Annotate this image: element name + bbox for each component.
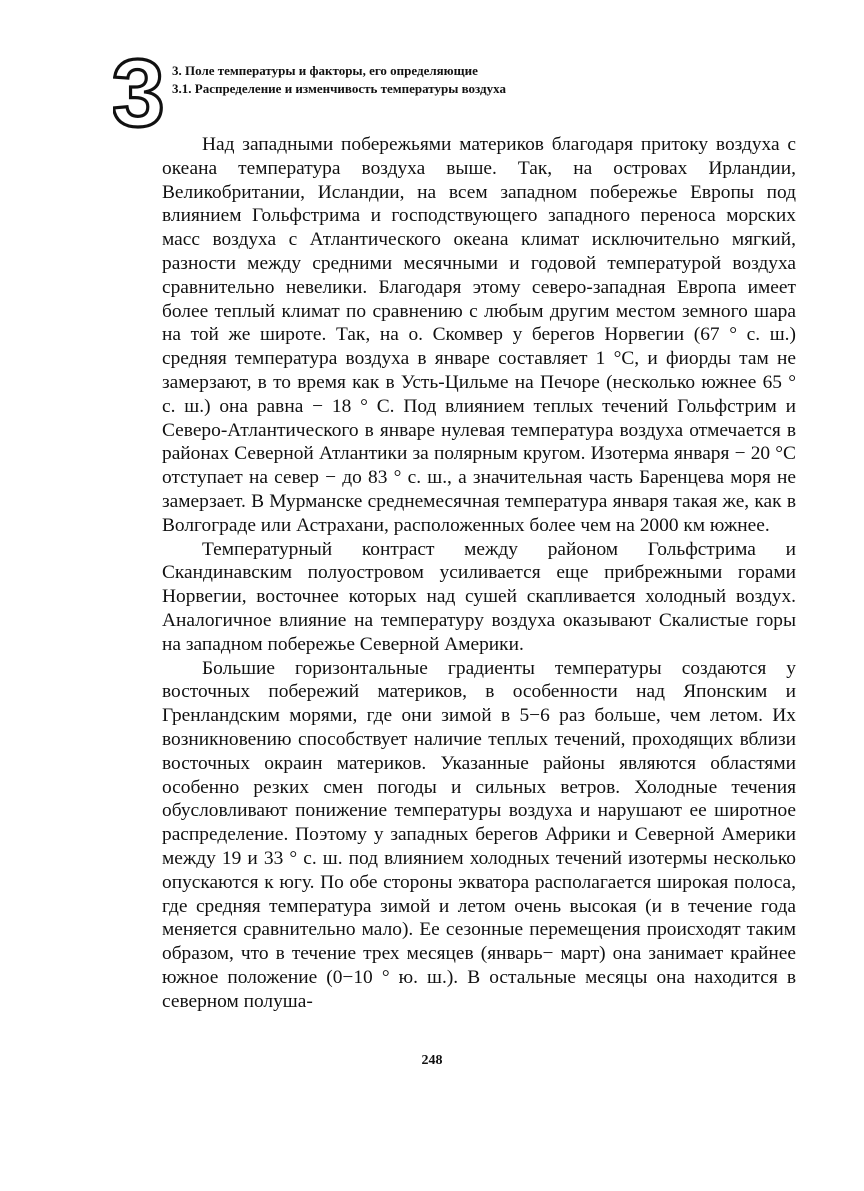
chapter-title: 3. Поле температуры и факторы, его определяющие [172, 63, 478, 78]
chapter-number-glyph: 3 [113, 48, 163, 134]
section-title: 3.1. Распределение и изменчивость температуры воздуха [172, 81, 506, 96]
paragraph: Температурный контраст между районом Гольфстрима и Скандинавским полуостровом усиливается еще прибрежными горами Норвегии, восточнее которых над сушей скапливается холодный воздух. Аналогичное влияние на температуру воздуха оказывают Скалистые горы на западном побережье Северной Америки. [162, 538, 796, 655]
running-header [172, 62, 812, 98]
paragraph: Над западными побережьями материков благодаря притоку воздуха с океана температура воздуха выше. Так, на островах Ирландии, Великобритании, Исландии, на всем западном побережье Европы под влиянием Гольфстрима и господствующего западного переноса морских масс воздуха с Атлантического океана климат исключительно мягкий, разности между средними месячными и годовой температурой воздуха сравнительно невелики. Благодаря этому северо-западная Европа имеет более теплый климат по сравнению с любым другим местом земного шара на той же широте. Так, на о. Скомвер у берегов Норвегии (67 ° с. ш.) средняя температура воздуха в январе составляет 1 °С, и фиорды там не замерзают, в то время как в Усть-Цильме на Печоре (несколько южнее 65 ° с. ш.) она равна − 18 ° С. Под влиянием теплых течений Гольфстрим и Северо-Атлантического в январе нулевая температура воздуха отмечается в районах Северной Атлантики за полярным кругом. Изотерма января − 20 °С отступает на север − до 83 ° с. ш., а значительная часть Баренцева моря не замерзает. В Мурманске среднемесячная температура января такая же, как в Волгограде или Астрахани, расположенных более чем на 2000 км южнее. [162, 134, 796, 536]
paragraph: Большие горизонтальные градиенты температуры создаются у восточных побережий материков, в особенности над Японским и Гренландским морями, где они зимой в 5−6 раз больше, чем летом. Их возникновению способствует наличие теплых течений, проходящих вблизи восточных окраин материков. Указанные районы являются областями особенно резких смен погоды и сильных ветров. Холодные течения обусловливают понижение температуры воздуха и нарушают ее широтное распределение. Поэтому у западных берегов Африки и Северной Америки между 19 и 33 ° с. ш. под влиянием холодных течений изотермы несколько опускаются к югу. По обе стороны экватора располагается широкая полоса, где средняя температура зимой и летом очень высокая (и в течение года меняется сравнительно мало). Ее сезонные перемещения происходят таким образом, что в течение трех месяцев (январь− март) она занимает крайнее южное положение (0−10 ° ю. ш.). В остальные месяцы она находится в северном полуша- [162, 657, 796, 1012]
chapter-number-emblem [113, 48, 163, 134]
page-number: 248 [421, 1053, 443, 1068]
body-text [162, 133, 796, 1013]
